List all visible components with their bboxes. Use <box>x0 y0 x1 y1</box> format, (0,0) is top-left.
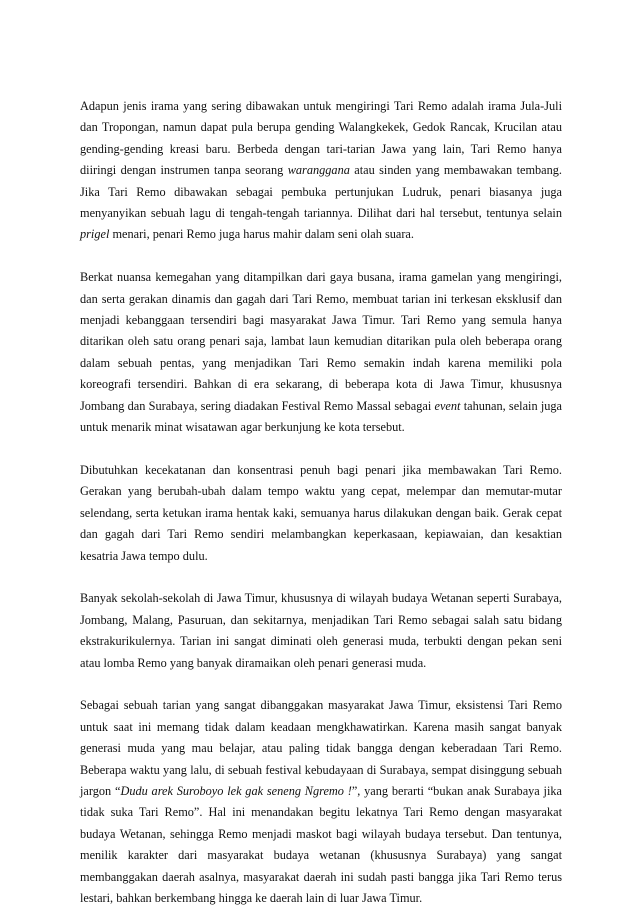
paragraph-irama <box>80 96 562 246</box>
text-run: tahunan, selain juga untuk menarik minat wisatawan agar berkunjung ke kota tersebut. <box>80 398 563 435</box>
paragraph-kecekatan <box>80 460 562 567</box>
text-run: menari, penari Remo juga harus mahir dalam seni olah suara. <box>109 227 414 242</box>
paragraph-kemegahan <box>80 267 562 438</box>
text-run: ”, yang berarti “bukan anak Surabaya jika tidak suka Tari Remo”. Hal ini menandakan begitu lekatnya Tari Remo dengan masyarakat budaya Wetanan, sehingga Remo menjadi maskot bagi wilayah budaya tersebut. Dan tentunya, menilik karakter dari masyarakat budaya wetanan (khususnya Surabaya) yang sangat membanggakan daerah asalnya, masyarakat daerah ini sudah pasti bangga jika Tari Remo terus lestari, bahkan berkembang hingga ke daerah lain di luar Jawa Timur. <box>80 783 562 905</box>
italic-jargon: Dudu arek Suroboyo lek gak seneng Ngremo ! <box>120 783 352 798</box>
text-run: Sebagai sebuah tarian yang sangat dibanggakan masyarakat Jawa Timur, eksistensi Tari Remo untuk saat ini memang tidak dalam keadaan mengkhawatirkan. Karena masih sangat banyak generasi muda yang mau belajar, atau paling tidak bangga dengan keberadaan Tari Remo. Beberapa waktu yang lalu, di sebuah festival kebudayaan di Surabaya, sempat disinggung sebuah jargon “ <box>80 698 562 798</box>
text-run: Banyak sekolah-sekolah di Jawa Timur, khususnya di wilayah budaya Wetanan seperti Surabaya, Jombang, Malang, Pasuruan, dan sekitarnya, menjadikan Tari Remo sebagai salah satu bidang ekstrakurikulernya. Tarian ini sangat diminati oleh generasi muda, terbukti dengan pekan seni atau lomba Remo yang banyak diramaikan oleh penari generasi muda. <box>80 591 562 670</box>
paragraph-sekolah <box>80 588 562 674</box>
text-run: Dibutuhkan kecekatanan dan konsentrasi penuh bagi penari jika membawakan Tari Remo. Gerakan yang berubah-ubah dalam tempo waktu yang cepat, melempar dan memutar-mutar selendang, serta ketukan irama hentak kaki, semuanya harus dilakukan dengan baik. Gerak cepat dan gagah dari Tari Remo sendiri melambangkan keperkasaan, kepiawaian, dan kesaktian kesatria Jawa tempo dulu. <box>80 462 562 563</box>
document-body <box>80 96 562 909</box>
text-run: Adapun jenis irama yang sering dibawakan untuk mengiringi Tari Remo adalah irama Jula-Juli dan Tropongan, namun dapat pula berupa gending Walangkekek, Gedok Rancak, Krucilan atau gending-gending kreasi baru. Berbeda dengan tari-tarian Jawa yang lain, Tari Remo hanya diiringi dengan instrumen tanpa seorang <box>80 99 562 178</box>
italic-term-prigel: prigel <box>80 227 110 242</box>
text-run: atau sinden yang membawakan tembang. Jika Tari Remo dibawakan sebagai pembuka pertunjukan Ludruk, penari biasanya juga menyanyikan sebuah lagu di tengah-tengah tariannya. Dilihat dari hal tersebut, tentunya selain <box>80 163 562 221</box>
text-run: Berkat nuansa kemegahan yang ditampilkan dari gaya busana, irama gamelan yang mengiringi, dan serta gerakan dinamis dan gagah dari Tari Remo, membuat tarian ini terkesan eksklusif dan menjadi kebanggaan tersendiri bagi masyarakat Jawa Timur. Tari Remo yang semula hanya ditarikan oleh satu orang penari saja, lambat laun kemudian ditarikan pula oleh beberapa orang dalam sebuah pentas, yang menjadikan Tari Remo semakin indah karena memiliki pola koreografi tersendiri. Bahkan di era sekarang, di beberapa kota di Jawa Timur, khususnya Jombang dan Surabaya, sering diadakan Festival Remo Massal sebagai <box>80 270 562 413</box>
italic-term-event: event <box>434 398 461 413</box>
italic-term-waranggana: waranggana <box>287 163 350 178</box>
paragraph-eksistensi <box>80 695 562 909</box>
